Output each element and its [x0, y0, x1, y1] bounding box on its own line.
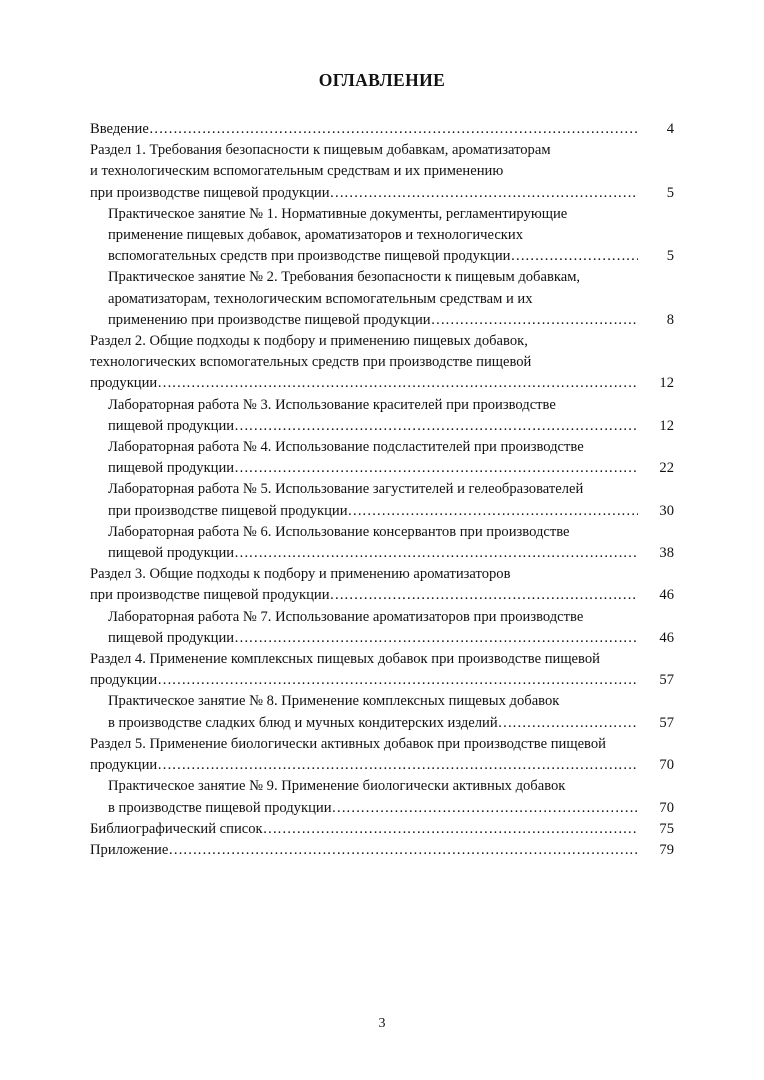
- toc-page-number: 8: [666, 311, 674, 328]
- toc-entry-title-line: Раздел 2. Общие подходы к подбору и применению пищевых добавок,: [90, 333, 528, 350]
- toc-entry-title-line: вспомогательных средств при производстве пищевой продукции: [108, 248, 511, 265]
- toc-dot-leader: [332, 798, 638, 819]
- toc-dot-leader: [263, 819, 638, 840]
- toc-section-entry[interactable]: [90, 734, 674, 776]
- toc-dot-leader: [157, 373, 638, 394]
- toc-dot-leader: [234, 543, 638, 564]
- toc-entry-title-line: и технологическим вспомогательным средствам и их применению: [90, 163, 504, 180]
- toc-entry-leader-line: [90, 819, 674, 840]
- toc-entry-title-line: Практическое занятие № 2. Требования безопасности к пищевым добавкам,: [108, 269, 581, 286]
- toc-page-number: 38: [659, 545, 674, 562]
- toc-entry-leader-line: [90, 755, 674, 776]
- toc-section-entry[interactable]: [90, 564, 674, 606]
- toc-entry-title-line: Раздел 3. Общие подходы к подбору и применению ароматизаторов: [90, 566, 511, 583]
- toc-entry-title-line: пищевой продукции: [108, 629, 235, 646]
- toc-entry-title-line: пищевой продукции: [108, 460, 235, 477]
- toc-section-entry[interactable]: [90, 840, 674, 861]
- toc-entry-title-line: в производстве пищевой продукции: [108, 799, 332, 816]
- page-title: ОГЛАВЛЕНИЕ: [318, 70, 446, 90]
- toc-section-entry[interactable]: [90, 331, 674, 395]
- toc-entry-leader-line: [90, 585, 674, 606]
- toc-entry-leader-line: [108, 713, 674, 734]
- toc-entry-title-line: применению при производстве пищевой продукции: [108, 311, 431, 328]
- toc-entry-leader-line: [108, 543, 674, 564]
- toc-entry-leader-line: [90, 840, 674, 861]
- toc-page-number: 46: [659, 587, 674, 604]
- toc-dot-leader: [234, 628, 638, 649]
- toc-subsection-entry[interactable]: [90, 395, 674, 437]
- toc-page-number: 57: [659, 714, 674, 731]
- toc-section-entry[interactable]: [90, 819, 674, 840]
- toc-dot-leader: [498, 713, 638, 734]
- toc-subsection-entry[interactable]: [90, 437, 674, 479]
- toc-page-number: 79: [659, 841, 674, 858]
- toc-entry-leader-line: [108, 628, 674, 649]
- toc-dot-leader: [348, 501, 638, 522]
- toc-entry-title-line: Раздел 4. Применение комплексных пищевых добавок при производстве пищевой: [90, 651, 600, 668]
- toc-entry-leader-line: [108, 310, 674, 331]
- toc-subsection-entry[interactable]: [90, 607, 674, 649]
- toc-subsection-entry[interactable]: [90, 691, 674, 733]
- toc-entry-title-line: Лабораторная работа № 4. Использование подсластителей при производстве: [108, 439, 584, 456]
- toc-page-number: 5: [666, 184, 674, 201]
- toc-dot-leader: [330, 585, 638, 606]
- toc-dot-leader: [511, 246, 639, 267]
- toc-subsection-entry[interactable]: [90, 267, 674, 331]
- toc-entry-title-line: при производстве пищевой продукции: [90, 587, 330, 604]
- toc-section-entry[interactable]: [90, 649, 674, 691]
- toc-entry-title-line: в производстве сладких блюд и мучных кондитерских изделий: [108, 714, 498, 731]
- toc-page-number: 4: [666, 121, 674, 137]
- toc-entry-title-line: Практическое занятие № 9. Применение биологически активных добавок: [108, 778, 566, 795]
- toc-entry-leader-line: [90, 183, 674, 204]
- toc-entry-title-line: технологических вспомогательных средств при производстве пищевой: [90, 354, 532, 371]
- toc-entry-title-line: Библиографический список: [90, 820, 263, 837]
- toc-subsection-entry[interactable]: [90, 776, 674, 818]
- toc-entry-title-line: Лабораторная работа № 3. Использование красителей при производстве: [108, 396, 556, 413]
- toc-page-number: 22: [659, 460, 674, 477]
- toc-entry-title-line: Раздел 5. Применение биологически активных добавок при производстве пищевой: [90, 735, 606, 752]
- toc-subsection-entry[interactable]: [90, 479, 674, 521]
- toc-subsection-entry[interactable]: [90, 522, 674, 564]
- toc-page-number: 12: [659, 417, 674, 434]
- toc-entry-title-line: Введение: [90, 121, 149, 137]
- toc-entry-leader-line: [108, 246, 674, 267]
- toc-entry-leader-line: [108, 416, 674, 437]
- toc-entry-leader-line: [108, 798, 674, 819]
- toc-page-number: 12: [659, 375, 674, 392]
- toc-section-entry[interactable]: [90, 140, 674, 204]
- toc-entry-title-line: Приложение: [90, 841, 169, 858]
- toc-entry-title-line: Практическое занятие № 8. Применение комплексных пищевых добавок: [108, 693, 560, 710]
- toc-entry-leader-line: [90, 670, 674, 691]
- toc-entry-title-line: Практическое занятие № 1. Нормативные документы, регламентирующие: [108, 205, 568, 222]
- toc-entry-title-line: продукции: [90, 375, 158, 392]
- toc-dot-leader: [431, 310, 638, 331]
- toc-page-number: 30: [659, 502, 674, 519]
- toc-entry-leader-line: [90, 119, 674, 140]
- toc-entry-title-line: ароматизаторам, технологическим вспомогательным средствам и их: [108, 290, 533, 307]
- toc-entry-title-line: при производстве пищевой продукции: [108, 502, 348, 519]
- toc-entry-title-line: при производстве пищевой продукции: [90, 184, 330, 201]
- toc-dot-leader: [157, 755, 638, 776]
- page-number: 3: [378, 1016, 386, 1031]
- toc-entry-leader-line: [90, 373, 674, 394]
- toc-page-number: 5: [666, 248, 674, 265]
- toc-entry-title-line: продукции: [90, 672, 158, 689]
- toc-entry-leader-line: [108, 458, 674, 479]
- toc-entry-title-line: применение пищевых добавок, ароматизаторов и технологических: [108, 227, 523, 244]
- toc-entry-title-line: Раздел 1. Требования безопасности к пищевым добавкам, ароматизаторам: [90, 142, 551, 159]
- toc-dot-leader: [234, 416, 638, 437]
- toc-dot-leader: [149, 119, 638, 140]
- toc-dot-leader: [168, 840, 638, 861]
- toc-entry-title-line: Лабораторная работа № 5. Использование загустителей и гелеобразователей: [108, 481, 584, 498]
- toc-page-number: 57: [659, 672, 674, 689]
- toc-entry-title-line: пищевой продукции: [108, 545, 235, 562]
- toc-entry-title-line: Лабораторная работа № 6. Использование консервантов при производстве: [108, 523, 570, 540]
- toc-page-number: 70: [659, 799, 674, 816]
- toc-entry-title-line: пищевой продукции: [108, 417, 235, 434]
- toc-page-number: 70: [659, 757, 674, 774]
- toc-dot-leader: [234, 458, 638, 479]
- toc-section-entry[interactable]: [90, 119, 674, 140]
- table-of-contents: [90, 119, 674, 861]
- toc-subsection-entry[interactable]: [90, 204, 674, 268]
- toc-entry-leader-line: [108, 501, 674, 522]
- toc-dot-leader: [157, 670, 638, 691]
- toc-entry-title-line: Лабораторная работа № 7. Использование ароматизаторов при производстве: [108, 608, 584, 625]
- toc-page-number: 46: [659, 629, 674, 646]
- toc-entry-title-line: продукции: [90, 757, 158, 774]
- toc-page-number: 75: [659, 820, 674, 837]
- toc-dot-leader: [330, 183, 638, 204]
